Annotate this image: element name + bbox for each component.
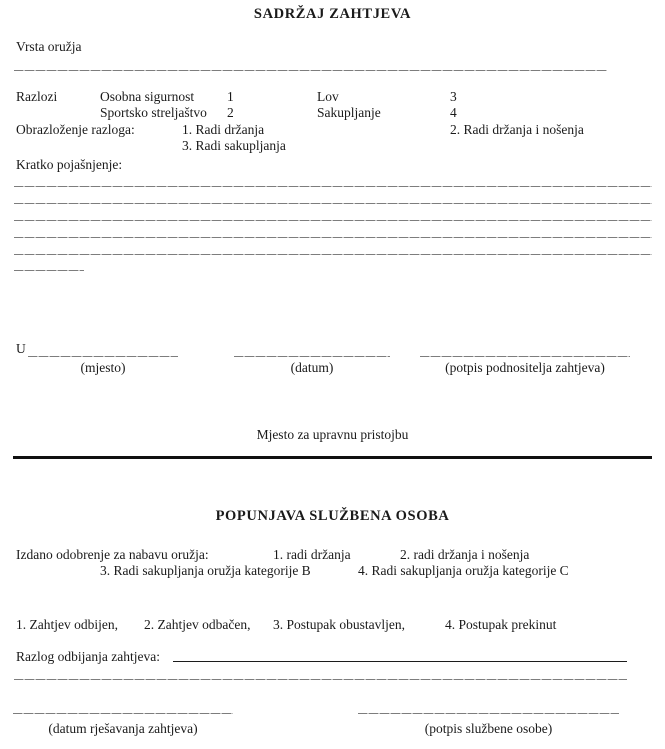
resolution-date-caption: (datum rješavanja zahtjeva) (48, 721, 198, 736)
short-note-blank-line (14, 254, 652, 255)
resolution-date-blank-line (13, 713, 233, 714)
place-caption: (mjesto) (80, 360, 126, 375)
issued-approval-label: Izdano odobrenje za nabavu oružja: (16, 547, 209, 562)
status-option-suspended: 3. Postupak obustavljen, (273, 617, 405, 632)
issued-option-2: 2. radi držanja i nošenja (400, 547, 530, 562)
applicant-signature-caption: (potpis podnositelja zahtjeva) (445, 360, 605, 375)
explanation-option-3: 3. Radi sakupljanja (182, 138, 286, 153)
issued-option-3: 3. Radi sakupljanja oružja kategorije B (100, 563, 311, 578)
status-option-interrupted: 4. Postupak prekinut (445, 617, 557, 632)
reason-hunting-label: Lov (317, 89, 339, 104)
issued-option-1: 1. radi držanja (273, 547, 351, 562)
short-note-blank-line (14, 186, 652, 187)
reason-hunting-value: 3 (450, 89, 457, 104)
rejection-reason-blank-line-2 (14, 679, 627, 680)
rejection-reason-label: Razlog odbijanja zahtjeva: (16, 649, 160, 664)
weapon-type-label: Vrsta oružja (16, 39, 82, 54)
stamp-area-label: Mjesto za upravnu pristojbu (256, 427, 409, 442)
short-note-label: Kratko pojašnjenje: (16, 157, 123, 172)
reason-sport-shooting-value: 2 (227, 105, 234, 120)
rejection-reason-blank-line (173, 661, 627, 662)
reason-collecting-value: 4 (450, 105, 457, 120)
issued-option-4: 4. Radi sakupljanja oružja kategorije C (358, 563, 569, 578)
short-note-blank-line (14, 237, 652, 238)
short-note-blank-line (14, 203, 652, 204)
reason-personal-security-label: Osobna sigurnost (100, 89, 195, 104)
date-blank-line (234, 356, 390, 357)
place-blank-line (28, 356, 178, 357)
short-note-blank-line-short (14, 270, 84, 271)
official-section-title: POPUNJAVA SLUŽBENA OSOBA (215, 508, 450, 524)
explanation-option-1: 1. Radi držanja (182, 122, 265, 137)
reason-sport-shooting-label: Sportsko streljaštvo (100, 105, 207, 120)
reason-collecting-label: Sakupljanje (317, 105, 381, 120)
page-title: SADRŽAJ ZAHTJEVA (253, 6, 412, 22)
official-signature-blank-line (358, 713, 619, 714)
short-note-blank-line (14, 220, 652, 221)
reasons-label: Razlozi (16, 89, 58, 104)
status-option-rejected: 1. Zahtjev odbijen, (16, 617, 118, 632)
explanation-label: Obrazloženje razloga: (16, 122, 135, 137)
place-prefix-label: U (16, 341, 26, 356)
explanation-option-2: 2. Radi držanja i nošenja (450, 122, 584, 137)
weapon-type-blank-line (14, 70, 607, 71)
date-caption: (datum) (290, 360, 334, 375)
reason-personal-security-value: 1 (227, 89, 234, 104)
status-option-dismissed: 2. Zahtjev odbačen, (144, 617, 251, 632)
section-divider-line (13, 456, 652, 459)
applicant-signature-blank-line (420, 356, 630, 357)
official-signature-caption: (potpis službene osobe) (424, 721, 553, 736)
